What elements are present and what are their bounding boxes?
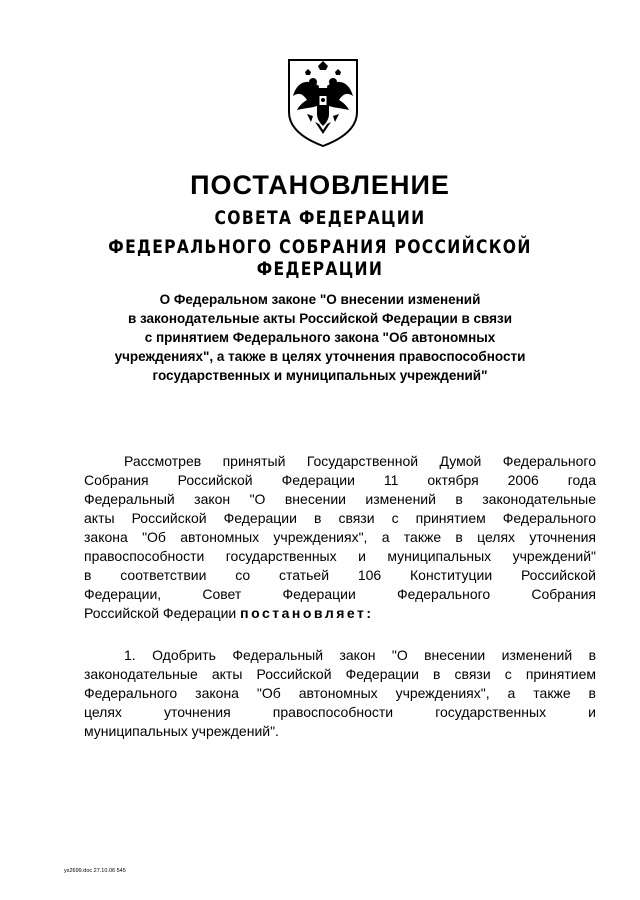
paragraph-line: Федерального закона "Об автономных учреждениях", а также в <box>84 685 596 701</box>
document-subject <box>90 290 550 385</box>
paragraph-line: Рассмотрев принятый Государственной Думой Федерального <box>124 453 596 469</box>
paragraph-line: акты Российской Федерации в связи с принятием Федерального <box>84 510 596 526</box>
paragraph-line <box>84 604 596 623</box>
paragraph-line: муниципальных учреждений". <box>84 723 279 739</box>
paragraph-line: Федерации, Совет Федерации Федерального Собрания <box>84 586 596 602</box>
subject-line: с принятием Федерального закона "Об автономных <box>144 330 496 345</box>
subject-line: государственных и муниципальных учреждений" <box>152 368 488 383</box>
subject-line: О Федеральном законе "О внесении изменений <box>159 292 481 307</box>
resolves-keyword: постановляет: <box>240 605 374 621</box>
issuer-line-2: ФЕДЕРАЛЬНОГО СОБРАНИЯ РОССИЙСКОЙ ФЕДЕРАЦИИ <box>108 236 532 280</box>
file-reference: ys2699.doc 27.10.06 545 <box>64 868 126 874</box>
resolution-item-1 <box>84 646 596 741</box>
document-title: ПОСТАНОВЛЕНИЕ <box>190 170 450 200</box>
issuer-line-1: СОВЕТА ФЕДЕРАЦИИ <box>214 207 426 229</box>
paragraph-line: правоспособности государственных и муниципальных учреждений" <box>84 548 596 564</box>
preamble-paragraph <box>84 452 596 623</box>
paragraph-line: Федеральный закон "О внесении изменений в законодательные <box>84 491 596 507</box>
paragraph-line: Собрания Российской Федерации 11 октября 2006 года <box>84 472 596 488</box>
paragraph-line: закона "Об автономных учреждениях", а также в целях уточнения <box>84 529 596 545</box>
coat-of-arms-icon <box>285 56 361 148</box>
paragraph-line: законодательные акты Российской Федерации в связи с принятием <box>84 666 596 682</box>
subject-line: учреждениях", а также в целях уточнения правоспособности <box>114 349 526 364</box>
paragraph-line: 1. Одобрить Федеральный закон "О внесении изменений в <box>124 647 596 663</box>
subject-line: в законодательные акты Российской Федерации в связи <box>127 311 513 326</box>
paragraph-line-lead: Российской Федерации <box>84 605 237 621</box>
paragraph-line: в соответствии со статьей 106 Конституции Российской <box>84 567 596 583</box>
paragraph-line: целях уточнения правоспособности государственных и <box>84 704 596 720</box>
